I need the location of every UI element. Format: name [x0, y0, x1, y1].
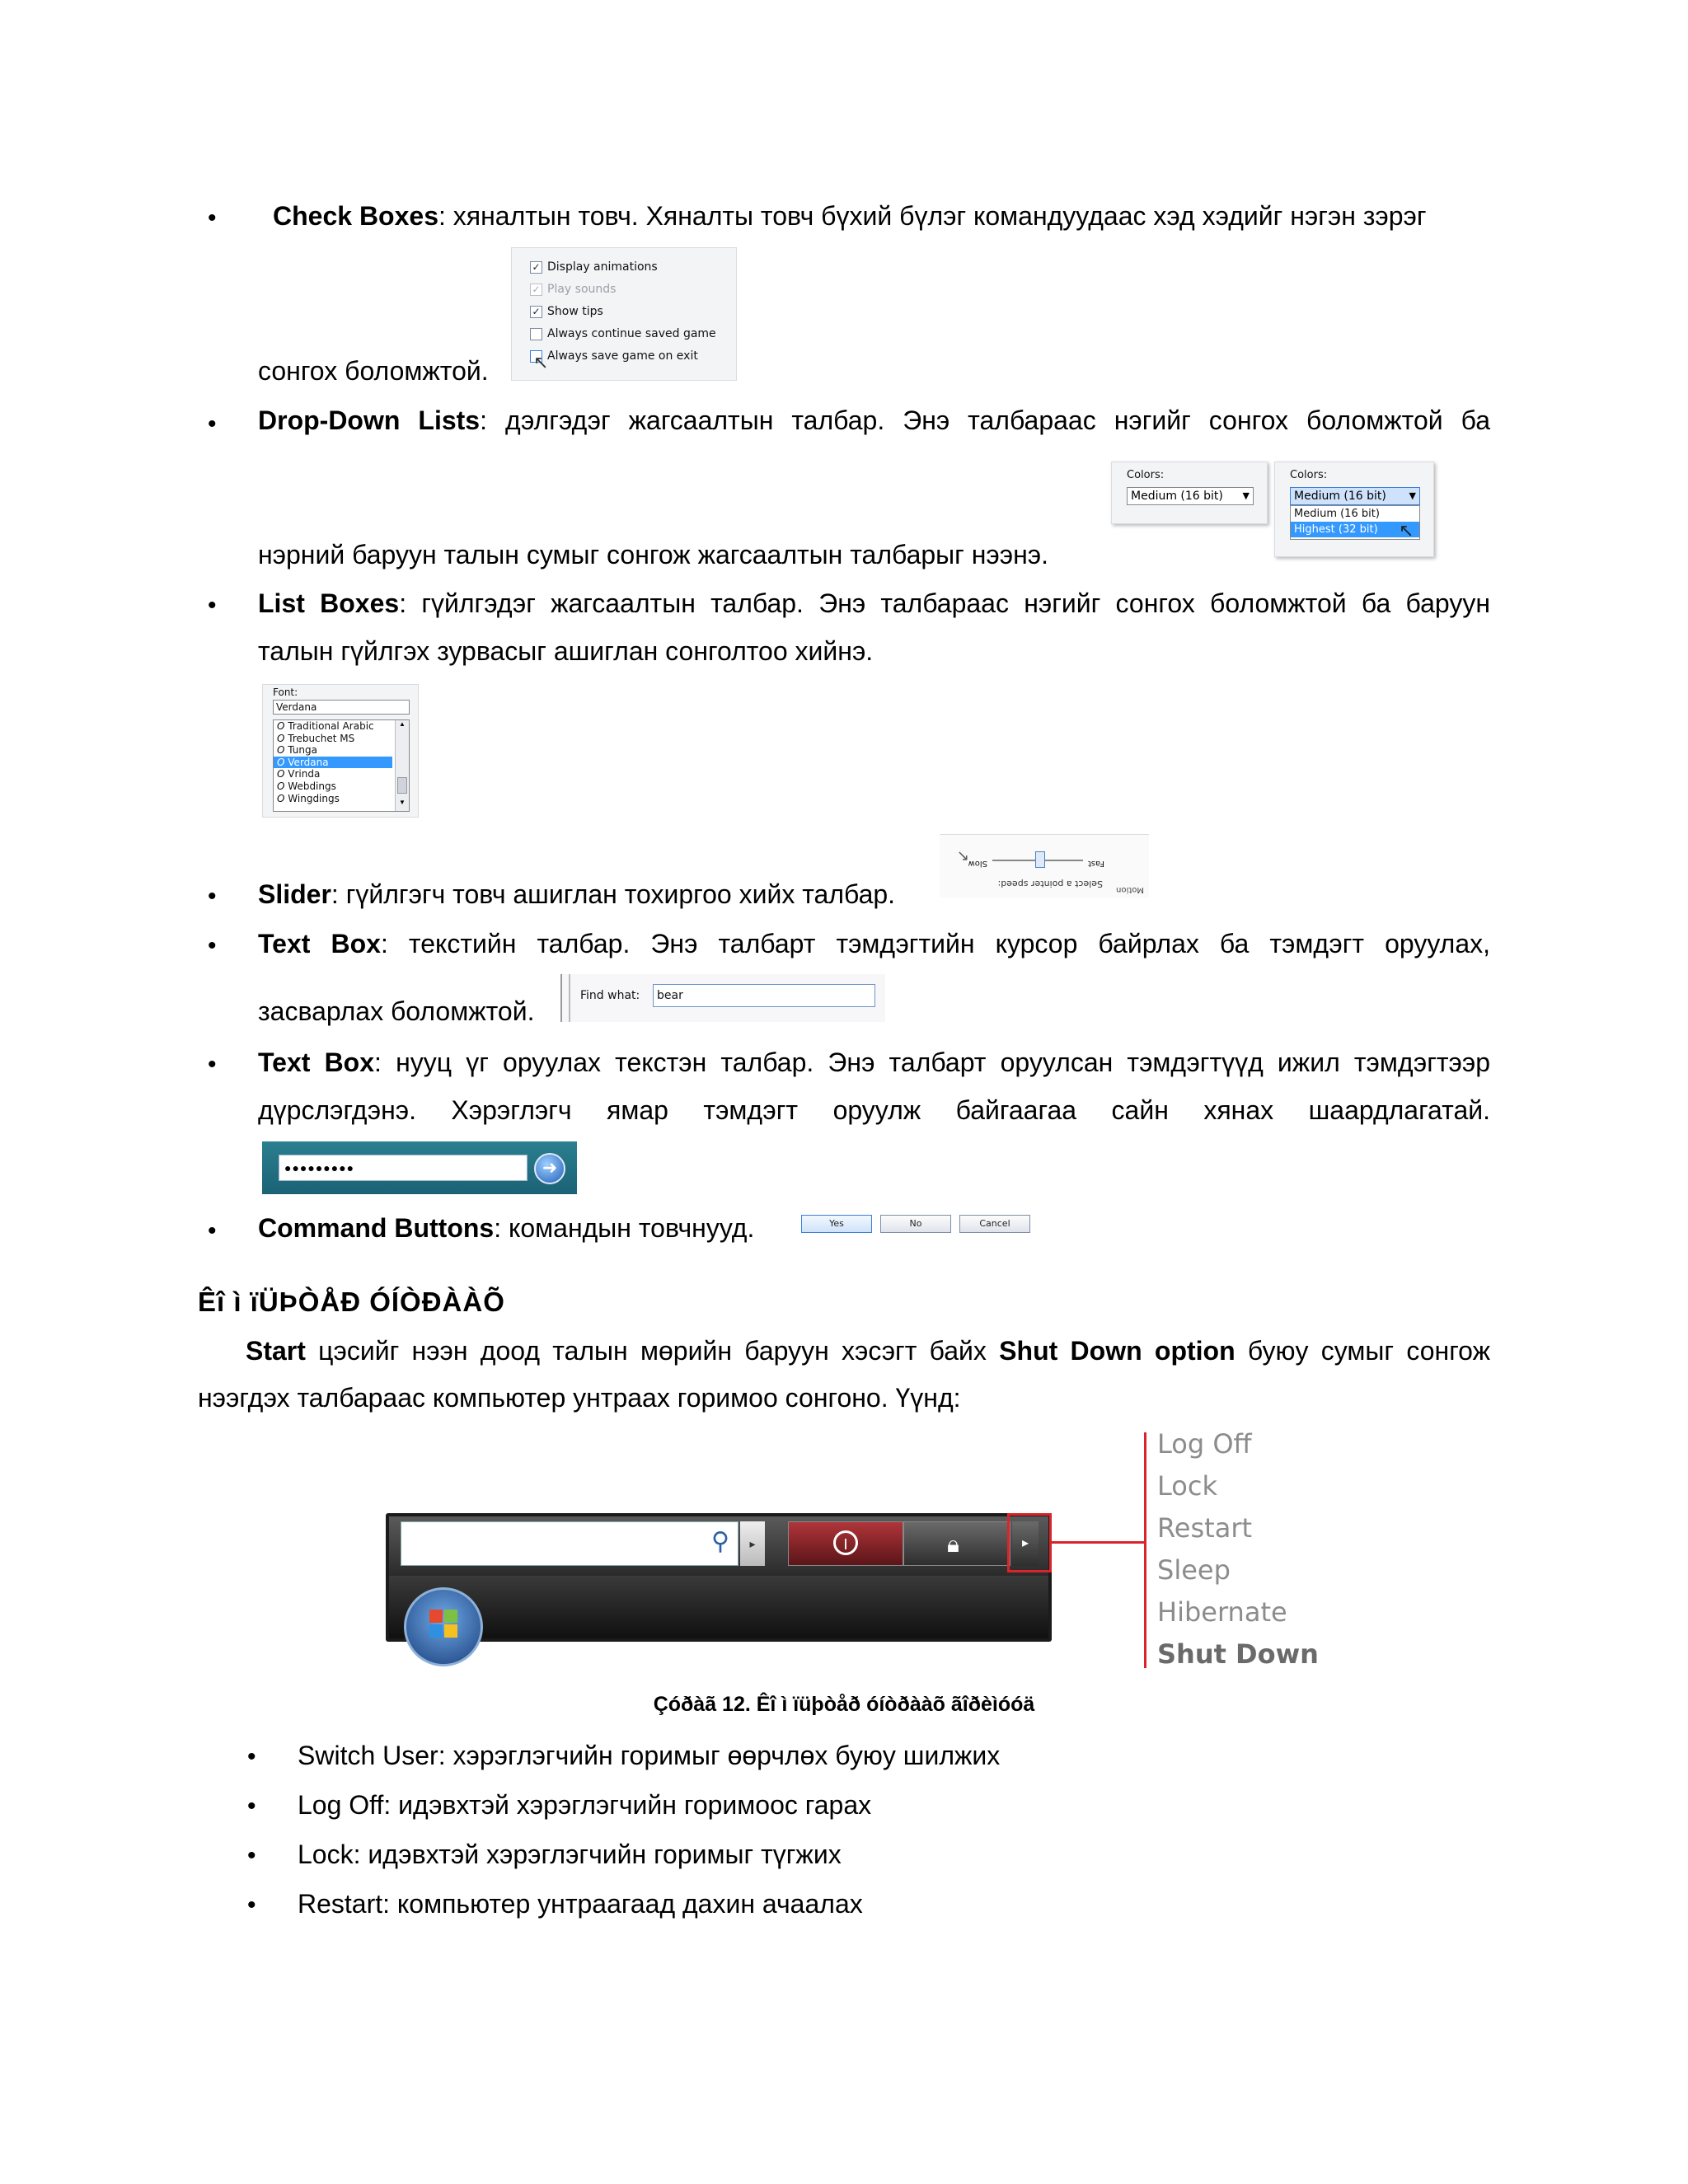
- term: Text Box: [258, 929, 381, 958]
- connector-line: [1052, 1541, 1144, 1544]
- power-button[interactable]: [788, 1521, 903, 1566]
- dropdown-option[interactable]: Medium (16 bit): [1294, 508, 1380, 520]
- dropdown-select[interactable]: Medium (16 bit) ▼: [1290, 487, 1420, 505]
- dropdown-closed-screenshot: Colors: Medium (16 bit) ▼: [1111, 462, 1268, 524]
- term: Text Box: [258, 1047, 375, 1077]
- power-icon: |: [833, 1530, 858, 1555]
- scroll-down-icon[interactable]: ▼: [399, 799, 406, 806]
- command-line1: Command Buttons: командын товчнууд.: [258, 1213, 755, 1243]
- checkbox-option[interactable]: ✓ Display animations: [530, 256, 736, 279]
- start-menu-screenshot: [386, 1513, 1052, 1642]
- checkboxes-line1: Check Boxes: хяналтын товч. Хяналты товч бүхий бүлэг командуудаас хэд хэдийг нэгэн зэрэг: [273, 201, 1427, 231]
- scroll-up-icon[interactable]: ▲: [399, 720, 406, 728]
- term: Check Boxes: [273, 201, 438, 231]
- textbox-line1: Text Box: текстийн талбар. Энэ талбарт тэмдэгтийн курсор байрлах ба тэмдэгт оруулах,: [258, 929, 1491, 958]
- listbox-line1: List Boxes: гүйлгэдэг жагсаалтын талбар. Энэ талбараас нэгийг сонгох боломжтой ба баруун: [258, 588, 1491, 618]
- dropdown-open-screenshot: Colors: Medium (16 bit) ▼ Medium (16 bit) Highest (32 bit) ↖: [1274, 462, 1434, 557]
- list-item[interactable]: O Trebuchet MS: [277, 732, 355, 744]
- bullet: •: [208, 1217, 217, 1244]
- scroll-thumb[interactable]: [397, 777, 407, 794]
- font-input[interactable]: Verdana: [273, 700, 410, 715]
- checkbox-box: [530, 328, 542, 340]
- term: Command Buttons: [258, 1213, 495, 1243]
- chevron-down-icon: ▼: [1409, 490, 1416, 501]
- figure-caption: Çóðàã 12. Êî ì ïüþòåð óíòðààõ ãîðèìóóä: [653, 1693, 1035, 1716]
- cursor-icon: ↖: [533, 352, 549, 373]
- shutdown-menu: [1157, 1423, 1319, 1675]
- bullet: •: [208, 1051, 217, 1078]
- password-screenshot: [262, 1141, 577, 1194]
- lock-icon: 🔒︎: [947, 1531, 959, 1557]
- bullet: •: [247, 1891, 256, 1919]
- menu-item-lock[interactable]: Lock: [1157, 1470, 1217, 1502]
- textbox-screenshot: Find what: bear: [560, 974, 885, 1022]
- dropdown-option[interactable]: Highest (32 bit): [1291, 522, 1419, 537]
- check-icon: ✓: [530, 284, 542, 296]
- bullet: •: [247, 1793, 256, 1820]
- checkbox-option[interactable]: Always save game on exit: [530, 345, 736, 368]
- font-list[interactable]: [273, 719, 410, 812]
- listbox-line2: талын гүйлгэх зурвасыг ашиглан сонголтоо хийнэ.: [258, 636, 874, 666]
- list-item-selected[interactable]: O Verdana: [274, 757, 392, 769]
- bullet: •: [208, 592, 217, 619]
- term: Slider: [258, 879, 331, 909]
- paragraph-line1: Start цэсийг нээн доод талын мөрийн баруун хэсэгт байх Shut Down option буюу сумыг сонгож: [246, 1336, 1490, 1366]
- password-line1: Text Box: нууц үг оруулах текстэн талбар. Энэ талбарт оруулсан тэмдэгтүүд ижил тэмдэгтээр: [258, 1047, 1491, 1077]
- bullet: •: [247, 1743, 256, 1770]
- search-arrow-button[interactable]: ▸: [740, 1521, 765, 1566]
- search-input[interactable]: [401, 1521, 738, 1566]
- cursor-icon: ↖: [1399, 520, 1414, 541]
- list-item[interactable]: O Wingdings: [277, 792, 340, 804]
- slider-screenshot: Motion Select a pointer speed: Fast Slow ↖: [940, 834, 1149, 898]
- slider-line1: Slider: гүйлгэгч товч ашиглан тохиргоо хийх талбар.: [258, 879, 896, 909]
- checkbox-option[interactable]: ✓ Play sounds: [530, 279, 736, 301]
- yes-button[interactable]: Yes: [801, 1215, 872, 1233]
- list-item[interactable]: O Tunga: [277, 744, 317, 757]
- slider-thumb[interactable]: [1035, 851, 1045, 868]
- listbox-screenshot: Font: Verdana O Traditional Arabic O Trebuchet MS O Tunga O Verdana O Vrinda O Webdings O Wingdings ▲ ▼: [262, 684, 419, 818]
- bullet: •: [247, 1842, 256, 1869]
- cancel-button[interactable]: Cancel: [959, 1215, 1030, 1233]
- checkbox-option[interactable]: Always continue saved game: [530, 323, 736, 345]
- shutdown-options-button[interactable]: ▸: [1012, 1521, 1039, 1566]
- list-item[interactable]: O Traditional Arabic: [277, 720, 374, 732]
- lock-button[interactable]: [903, 1521, 1010, 1566]
- menu-bracket: [1144, 1432, 1146, 1668]
- list-item: Switch User: хэрэглэгчийн горимыг өөрчлөх буюу шилжих: [298, 1741, 1001, 1770]
- menu-item-shut-down[interactable]: Shut Down: [1157, 1638, 1319, 1670]
- list-item[interactable]: O Webdings: [277, 780, 336, 792]
- dropdown-select[interactable]: Medium (16 bit) ▼: [1127, 487, 1254, 505]
- arrow-right-icon[interactable]: ➜: [534, 1153, 565, 1184]
- paragraph-line2: нээгдэх талбараас компьютер унтраах горимоо сонгоно. Үүнд:: [198, 1383, 961, 1413]
- chevron-down-icon: ▼: [1242, 490, 1250, 501]
- menu-item-hibernate[interactable]: Hibernate: [1157, 1596, 1287, 1628]
- dropdown-line1: Drop-Down Lists: дэлгэдэг жагсаалтын талбар. Энэ талбараас нэгийг сонгох боломжтой ба: [258, 405, 1491, 435]
- no-button[interactable]: No: [880, 1215, 951, 1233]
- bullet: •: [208, 883, 217, 910]
- highlight-box: [1007, 1513, 1052, 1572]
- find-input[interactable]: bear: [653, 984, 875, 1007]
- list-item: Restart: компьютер унтраагаад дахин ачаалах: [298, 1889, 863, 1919]
- password-line2: дүрслэгдэнэ. Хэрэглэгч ямар тэмдэгт оруулж байгаагаа сайн хянах шаардлагатай.: [258, 1095, 1490, 1125]
- bullet: •: [208, 932, 217, 959]
- scrollbar[interactable]: [395, 720, 409, 811]
- term: Drop-Down Lists: [258, 405, 481, 435]
- windows-start-button[interactable]: [404, 1587, 483, 1666]
- textbox-line2: засварлах боломжтой.: [258, 996, 535, 1026]
- menu-item-restart[interactable]: Restart: [1157, 1512, 1253, 1544]
- section-heading: Êî ì ïÜÞÒÅÐ ÓÍÒÐÀÀÕ: [198, 1286, 505, 1317]
- term: List Boxes: [258, 588, 400, 618]
- dropdown-line2: нэрний баруун талын сумыг сонгож жагсаалтын талбарыг нээнэ.: [258, 540, 1048, 569]
- pointer-icon: ↖: [956, 848, 969, 865]
- checkbox-screenshot: [511, 247, 737, 381]
- password-input[interactable]: ●●●●●●●●●: [279, 1155, 528, 1181]
- checkboxes-line2: сонгох боломжтой.: [258, 356, 489, 386]
- bullet: •: [208, 204, 217, 232]
- search-icon: ⚲: [711, 1528, 729, 1555]
- list-item[interactable]: O Vrinda: [277, 768, 321, 780]
- bullet: •: [208, 410, 217, 438]
- list-item: Lock: идэвхтэй хэрэглэгчийн горимыг түгжих: [298, 1840, 842, 1869]
- check-icon: ✓: [530, 306, 542, 318]
- checkbox-option[interactable]: ✓ Show tips: [530, 301, 736, 323]
- menu-item-sleep[interactable]: Sleep: [1157, 1554, 1231, 1586]
- check-icon: ✓: [530, 261, 542, 274]
- list-item: Log Off: идэвхтэй хэрэглэгчийн горимоос гарах: [298, 1790, 872, 1820]
- menu-item-log-off[interactable]: Log Off: [1157, 1428, 1252, 1460]
